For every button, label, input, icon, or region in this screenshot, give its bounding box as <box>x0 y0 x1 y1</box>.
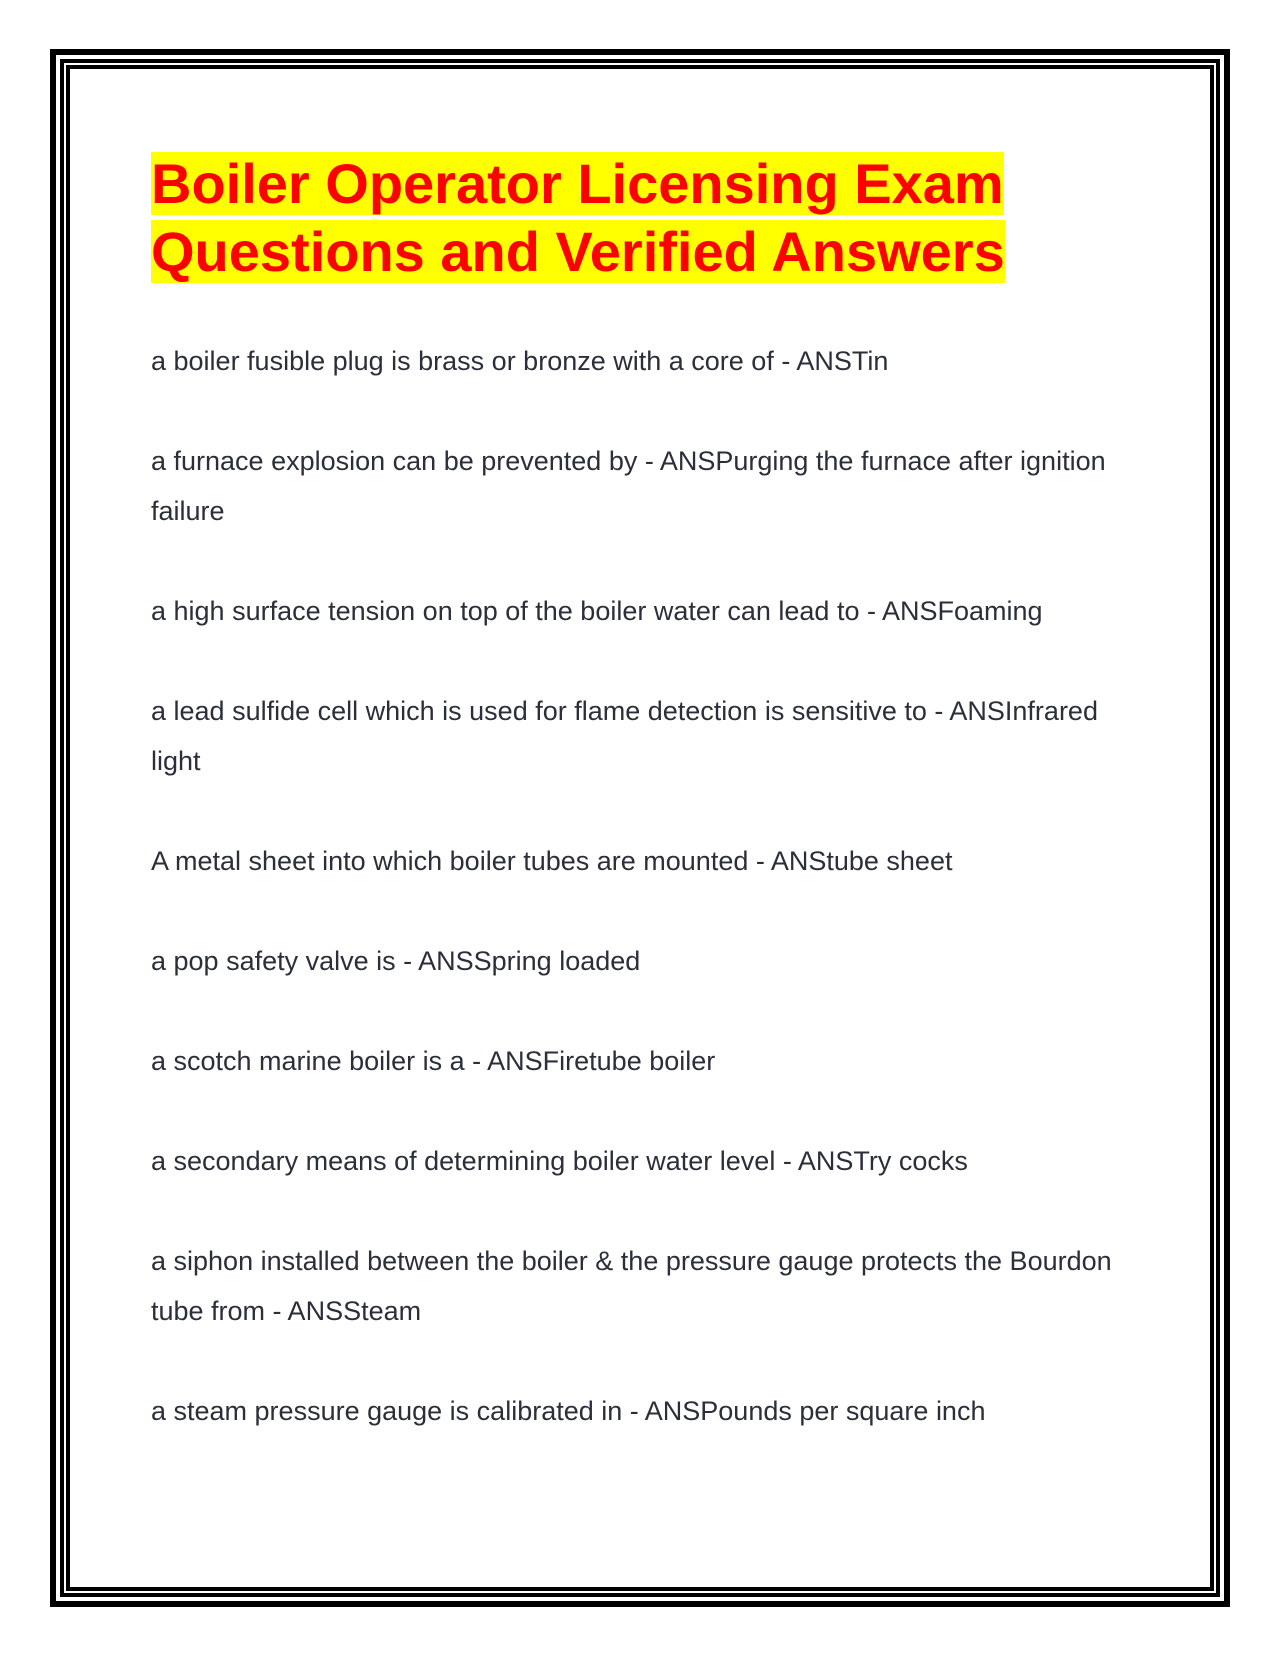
title-line-1: Boiler Operator Licensing Exam <box>151 152 1004 215</box>
qa-item: a secondary means of determining boiler water level - ANSTry cocks <box>151 1146 968 1176</box>
qa-list <box>151 336 1131 1436</box>
qa-item: a lead sulfide cell which is used for flame detection is sensitive to - ANSInfrared light <box>151 696 1098 776</box>
qa-item: a pop safety valve is - ANSSpring loaded <box>151 946 641 976</box>
qa-item: a boiler fusible plug is brass or bronze with a core of - ANSTin <box>151 346 889 376</box>
qa-item: a scotch marine boiler is a - ANSFiretube boiler <box>151 1046 716 1076</box>
qa-item: a high surface tension on top of the boiler water can lead to - ANSFoaming <box>151 596 1043 626</box>
document-body <box>151 150 1131 1486</box>
qa-item: a siphon installed between the boiler & the pressure gauge protects the Bourdon tube from - ANSSteam <box>151 1246 1112 1326</box>
qa-item: a furnace explosion can be prevented by - ANSPurging the furnace after ignition failure <box>151 446 1106 526</box>
qa-item: a steam pressure gauge is calibrated in - ANSPounds per square inch <box>151 1396 986 1426</box>
qa-item: A metal sheet into which boiler tubes are mounted - ANStube sheet <box>151 846 953 876</box>
title-line-2: Questions and Verified Answers <box>151 220 1005 283</box>
document-title <box>151 150 1131 286</box>
